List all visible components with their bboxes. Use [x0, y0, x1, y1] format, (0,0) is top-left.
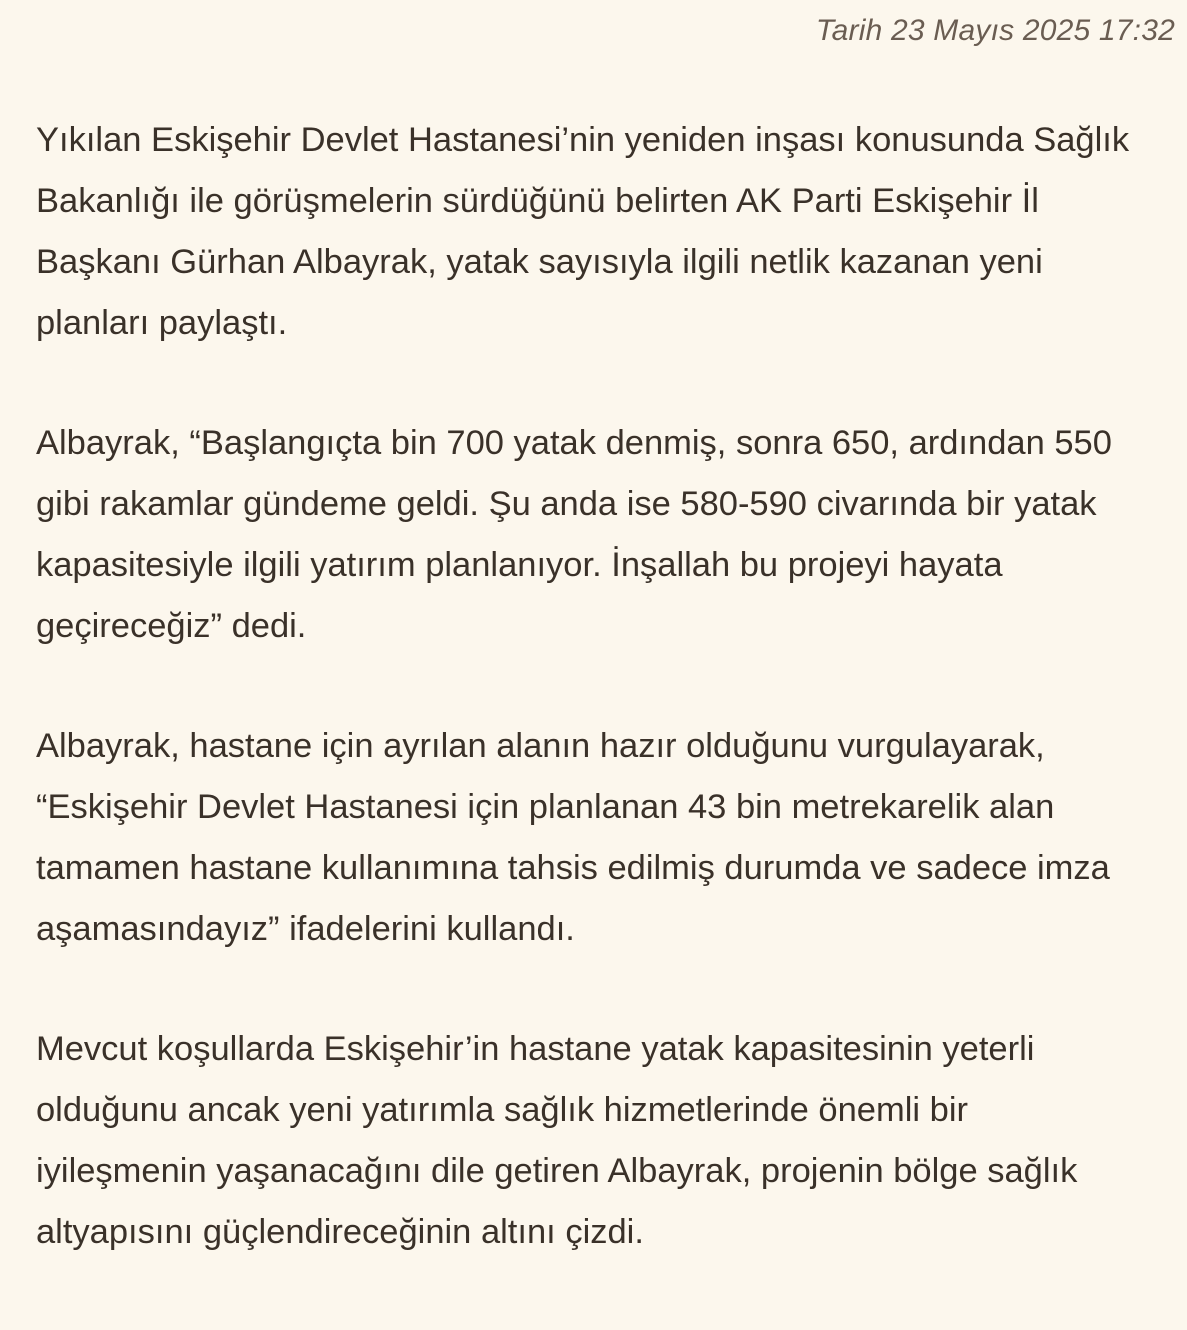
article-paragraph-4: Mevcut koşullarda Eskişehir’in hastane yatak kapasitesinin yeterli olduğunu ancak yeni yatırımla sağlık hizmetlerinde önemli bir iyileşmenin yaşanacağını dile getiren Albayrak, projenin bölge sağlık altyapısını güçlendireceğinin altını çizdi.: [36, 1030, 1078, 1251]
article-date: Tarih 23 Mayıs 2025 17:32: [815, 14, 1175, 47]
article-paragraph-1: Yıkılan Eskişehir Devlet Hastanesi’nin yeniden inşası konusunda Sağlık Bakanlığı ile görüşmelerin sürdüğünü belirten AK Parti Eskişehir İl Başkanı Gürhan Albayrak, yatak sayısıyla ilgili netlik kazanan yeni planları paylaştı.: [36, 121, 1130, 342]
article-paragraph-3: Albayrak, hastane için ayrılan alanın hazır olduğunu vurgulayarak, “Eskişehir Devlet Hastanesi için planlanan 43 bin metrekarelik alan tamamen hastane kullanımına tahsis edilmiş durumda ve sadece imza aşamasındayız” ifadelerini kullandı.: [36, 727, 1110, 948]
article-paragraph-2: Albayrak, “Başlangıçta bin 700 yatak denmiş, sonra 650, ardından 550 gibi rakamlar gündeme geldi. Şu anda ise 580-590 civarında bir yatak kapasitesiyle ilgili yatırım planlanıyor. İnşallah bu projeyi hayata geçireceğiz” dedi.: [36, 424, 1112, 645]
article-body: [36, 110, 1146, 1263]
